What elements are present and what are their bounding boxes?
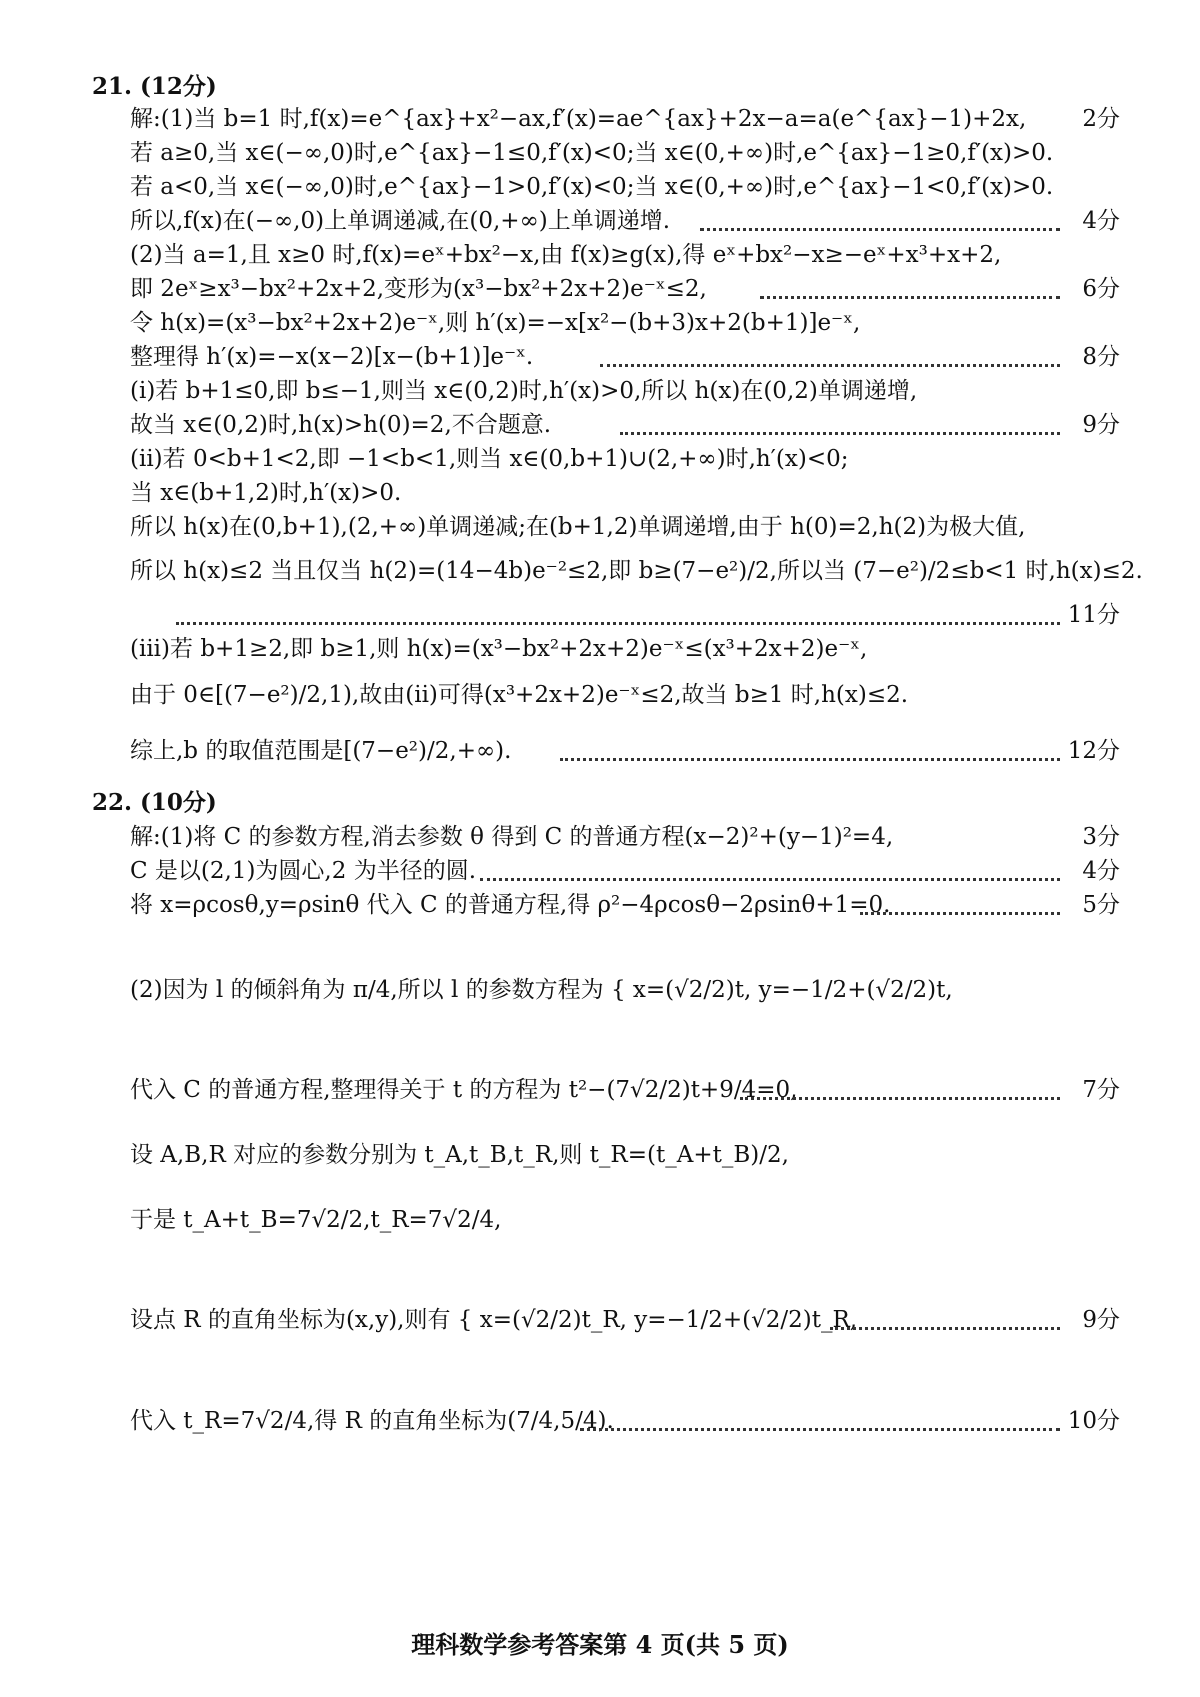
q22-points-5: 5分 [1082, 892, 1120, 918]
q21-line-2: 若 a≥0,当 x∈(−∞,0)时,e^{ax}−1≤0,f′(x)<0;当 x∈(0,+∞)时,e^{ax}−1≥0,f′(x)>0. [130, 140, 1054, 166]
q21-points-4: 4分 [1082, 208, 1120, 234]
dot-leader [176, 622, 1060, 625]
dot-leader [580, 1428, 1060, 1431]
q21-points-2: 2分 [1082, 106, 1120, 132]
q21-line-7: 令 h(x)=(x³−bx²+2x+2)e⁻ˣ,则 h′(x)=−x[x²−(b+3)x+2(b+1)]e⁻ˣ, [130, 310, 861, 336]
dot-leader [600, 364, 1060, 367]
dot-leader [620, 432, 1060, 435]
q22-points-4: 4分 [1082, 858, 1120, 884]
q22-line-7: 于是 t_A+t_B=7√2/2,t_R=7√2/4, [130, 1207, 502, 1233]
dot-leader [480, 878, 1060, 881]
q22-line-8: 设点 R 的直角坐标为(x,y),则有 { x=(√2/2)t_R, y=−1/2+(√2/2)t_R, [130, 1307, 858, 1333]
q21-line-4: 所以,f(x)在(−∞,0)上单调递减,在(0,+∞)上单调递增. [130, 208, 671, 234]
q22-points-7: 7分 [1082, 1077, 1120, 1103]
q21-line-14: 所以 h(x)≤2 当且仅当 h(2)=(14−4b)e⁻²≤2,即 b≥(7−e²)/2,所以当 (7−e²)/2≤b<1 时,h(x)≤2. [130, 558, 1143, 584]
q22-line-1: 解:(1)将 C 的参数方程,消去参数 θ 得到 C 的普通方程(x−2)²+(y−1)²=4, [130, 824, 894, 850]
q21-line-11: (ii)若 0<b+1<2,即 −1<b<1,则当 x∈(0,b+1)∪(2,+∞)时,h′(x)<0; [130, 446, 849, 472]
q22-line-3: 将 x=ρcosθ,y=ρsinθ 代入 C 的普通方程,得 ρ²−4ρcosθ−2ρsinθ+1=0. [130, 892, 891, 918]
q21-line-15: (iii)若 b+1≥2,即 b≥1,则 h(x)=(x³−bx²+2x+2)e⁻ˣ≤(x³+2x+2)e⁻ˣ, [130, 636, 868, 662]
q21-line-13: 所以 h(x)在(0,b+1),(2,+∞)单调递减;在(b+1,2)单调递增,由于 h(0)=2,h(2)为极大值, [130, 514, 1026, 540]
q22-points-10: 10分 [1067, 1408, 1120, 1434]
q21-points-8: 8分 [1082, 344, 1120, 370]
q21-line-9: (i)若 b+1≤0,即 b≤−1,则当 x∈(0,2)时,h′(x)>0,所以 h(x)在(0,2)单调递增, [130, 378, 918, 404]
q21-line-17: 综上,b 的取值范围是[(7−e²)/2,+∞). [130, 738, 512, 764]
q22-header: 22. (10分) [92, 789, 217, 816]
q22-line-2: C 是以(2,1)为圆心,2 为半径的圆. [130, 858, 476, 884]
q21-points-9: 9分 [1082, 412, 1120, 438]
q22-line-4: (2)因为 l 的倾斜角为 π/4,所以 l 的参数方程为 { x=(√2/2)t, y=−1/2+(√2/2)t, [130, 977, 953, 1003]
q21-line-12: 当 x∈(b+1,2)时,h′(x)>0. [130, 480, 402, 506]
q21-header: 21. (12分) [92, 73, 217, 100]
q21-line-3: 若 a<0,当 x∈(−∞,0)时,e^{ax}−1>0,f′(x)<0;当 x∈(0,+∞)时,e^{ax}−1<0,f′(x)>0. [130, 174, 1054, 200]
dot-leader [560, 758, 1060, 761]
q22-line-9: 代入 t_R=7√2/4,得 R 的直角坐标为(7/4,5/4). [130, 1408, 614, 1434]
q21-line-10: 故当 x∈(0,2)时,h(x)>h(0)=2,不合题意. [130, 412, 552, 438]
page-footer: 理科数学参考答案第 4 页(共 5 页) [411, 1630, 789, 1659]
dot-leader [700, 228, 1060, 231]
q21-points-11: 11分 [1067, 602, 1120, 628]
q21-line-5: (2)当 a=1,且 x≥0 时,f(x)=eˣ+bx²−x,由 f(x)≥g(x),得 eˣ+bx²−x≥−eˣ+x³+x+2, [130, 242, 1002, 268]
q22-line-5: 代入 C 的普通方程,整理得关于 t 的方程为 t²−(7√2/2)t+9/4=0, [130, 1077, 798, 1103]
q21-points-6: 6分 [1082, 276, 1120, 302]
q21-line-16: 由于 0∈[(7−e²)/2,1),故由(ii)可得(x³+2x+2)e⁻ˣ≤2,故当 b≥1 时,h(x)≤2. [130, 682, 909, 708]
dot-leader [740, 1097, 1060, 1100]
dot-leader [860, 912, 1060, 915]
q21-points-12: 12分 [1067, 738, 1120, 764]
q21-line-6: 即 2eˣ≥x³−bx²+2x+2,变形为(x³−bx²+2x+2)e⁻ˣ≤2, [130, 276, 707, 302]
dot-leader [760, 296, 1060, 299]
q22-line-6: 设 A,B,R 对应的参数分别为 t_A,t_B,t_R,则 t_R=(t_A+t_B)/2, [130, 1142, 789, 1168]
q22-points-9: 9分 [1082, 1307, 1120, 1333]
dot-leader [830, 1327, 1060, 1330]
q21-line-1: 解:(1)当 b=1 时,f(x)=e^{ax}+x²−ax,f′(x)=ae^{ax}+2x−a=a(e^{ax}−1)+2x, [130, 106, 1027, 132]
q21-line-8: 整理得 h′(x)=−x(x−2)[x−(b+1)]e⁻ˣ. [130, 344, 534, 370]
q22-points-3: 3分 [1082, 824, 1120, 850]
